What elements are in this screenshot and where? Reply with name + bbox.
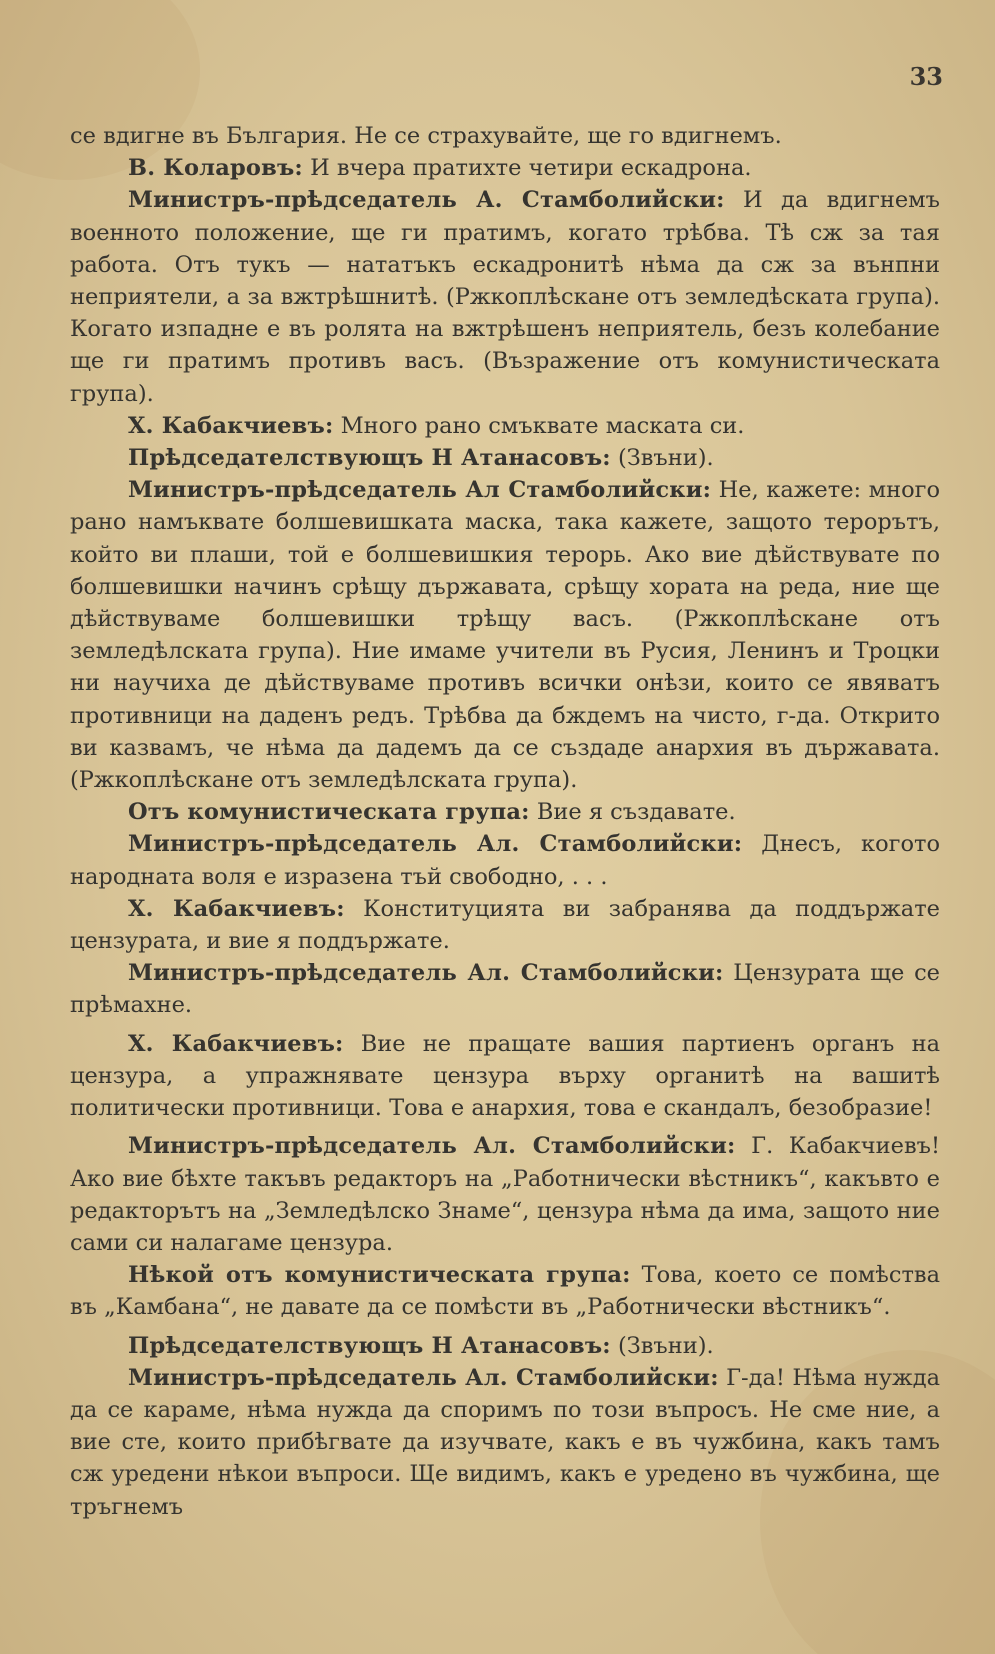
paragraph: [70, 442, 940, 474]
utterance: Г. Кабакчиевъ! Ако вие бѣхте такъвъ редакторъ на „Работнически вѣстникъ“, какъвто е редакторътъ на „Земледѣлско Знаме“, цензура нѣма да има, защото ние сами си налагаме цензура.: [70, 1133, 940, 1256]
page-number: 33: [909, 62, 943, 91]
utterance: (Звъни).: [610, 445, 714, 472]
paragraph: [70, 828, 940, 892]
paragraph: [70, 1130, 940, 1259]
speaker: Прѣдседателствующъ Н Атанасовъ:: [128, 445, 611, 472]
paragraph: [70, 120, 940, 152]
utterance: И да вдигнемъ военното положение, ще ги пратимъ, когато трѣбва. Тѣ сж за тая работа. Отъ тукъ — нататъкъ ескадронитѣ нѣма да сж за вънпни неприятели, а за вжтрѣшнитѣ. (Ржкоплѣскане отъ земледѣската група). Когато изпадне е въ ролята на вжтрѣшенъ неприятель, безъ колебание ще ги пратимъ противъ васъ. (Възражение отъ комунистическата група).: [70, 187, 941, 407]
utterance: Днесъ, когото народната воля е изразена тъй свободно, . . .: [70, 831, 940, 890]
utterance: И вчера пратихте четири ескадрона.: [302, 155, 752, 182]
paragraph: [70, 1259, 940, 1323]
speaker: Х. Кабакчиевъ:: [128, 1030, 344, 1057]
paragraph: [70, 184, 940, 409]
paragraph: [70, 152, 940, 184]
utterance: Цензурата ще се прѣмахне.: [70, 960, 941, 1019]
speaker: Х. Кабакчиевъ:: [128, 412, 334, 439]
paragraph: [70, 1362, 940, 1523]
speaker: Министръ-прѣдседатель Ал. Стамболийски:: [128, 1364, 719, 1391]
paragraph: [70, 893, 940, 957]
paragraph: [70, 474, 940, 796]
utterance: Това, което се помѣства въ „Камбана“, не давате да се помѣсти въ „Работнически вѣстникъ“.: [70, 1262, 940, 1321]
utterance: се вдигне въ България. Не се страхувайте, ще го вдигнемъ.: [70, 123, 782, 149]
speaker: В. Коларовъ:: [128, 155, 303, 182]
utterance: Много рано смъквате маската си.: [333, 412, 745, 439]
utterance: Вие я създавате.: [529, 799, 736, 826]
paragraph: [70, 957, 940, 1021]
utterance: Не, кажете: много рано намъквате болшевишката маска, така кажете, защото терорътъ, който ви плаши, той е болшевишкия терорь. Ако вие дѣйствувате по болшевишки начинъ срѣщу държавата, срѣщу хората на реда, ние ще дѣйствуваме болшевишки трѣщу васъ. (Ржкоплѣскане отъ земледѣлската група). Ние имаме учители въ Русия, Ленинъ и Троцки ни научиха де дѣйствуваме противъ всички онѣзи, които се явяватъ противници на даденъ редъ. Трѣбва да бждемъ на чисто, г-да. Открито ви казвамъ, че нѣма да дадемъ да се създаде анархия въ държавата. (Ржкоплѣскане отъ земледѣлската група).: [70, 477, 940, 794]
paragraph: [70, 796, 940, 828]
paragraph: [70, 1028, 940, 1125]
speaker: Прѣдседателствующъ Н Атанасовъ:: [128, 1332, 611, 1359]
paragraph: [70, 410, 940, 442]
speaker: Отъ комунистическата група:: [128, 799, 530, 826]
utterance: Конституцията ви забранява да поддържате цензурата, и вие я поддържате.: [70, 895, 940, 955]
speaker: Министръ-прѣдседатель Ал. Стамболийски:: [128, 831, 743, 858]
speaker: Министръ-прѣдседатель Ал. Стамболийски:: [128, 960, 724, 987]
utterance: (Звъни).: [610, 1332, 714, 1359]
utterance: Вие не пращате вашия партиенъ органъ на цензура, а упражнявате цензура върху органитѣ на вашитѣ политически противници. Това е анархия, това е скандалъ, безобразие!: [70, 1030, 940, 1122]
utterance: Г-да! Нѣма нужда да се караме, нѣма нужда да споримъ по този въпросъ. Не сме ние, а вие сте, които прибѣгвате да изучвате, какъ е въ чужбина, какъ тамъ сж уредени нѣкои въпроси. Ще видимъ, какъ е уредено въ чужбина, ще тръгнемъ: [70, 1364, 940, 1520]
speaker: Министръ-прѣдседатель Ал Стамболийски:: [128, 477, 712, 504]
speaker: Министръ-прѣдседатель Ал. Стамболийски:: [128, 1133, 736, 1160]
speaker: Министръ-прѣдседатель А. Стамболийски:: [128, 187, 725, 214]
paragraph: [70, 1330, 940, 1362]
transcript-body: [70, 120, 940, 1523]
speaker: Х. Кабакчиевъ:: [128, 895, 345, 922]
speaker: Нѣкой отъ комунистическата група:: [128, 1262, 631, 1289]
